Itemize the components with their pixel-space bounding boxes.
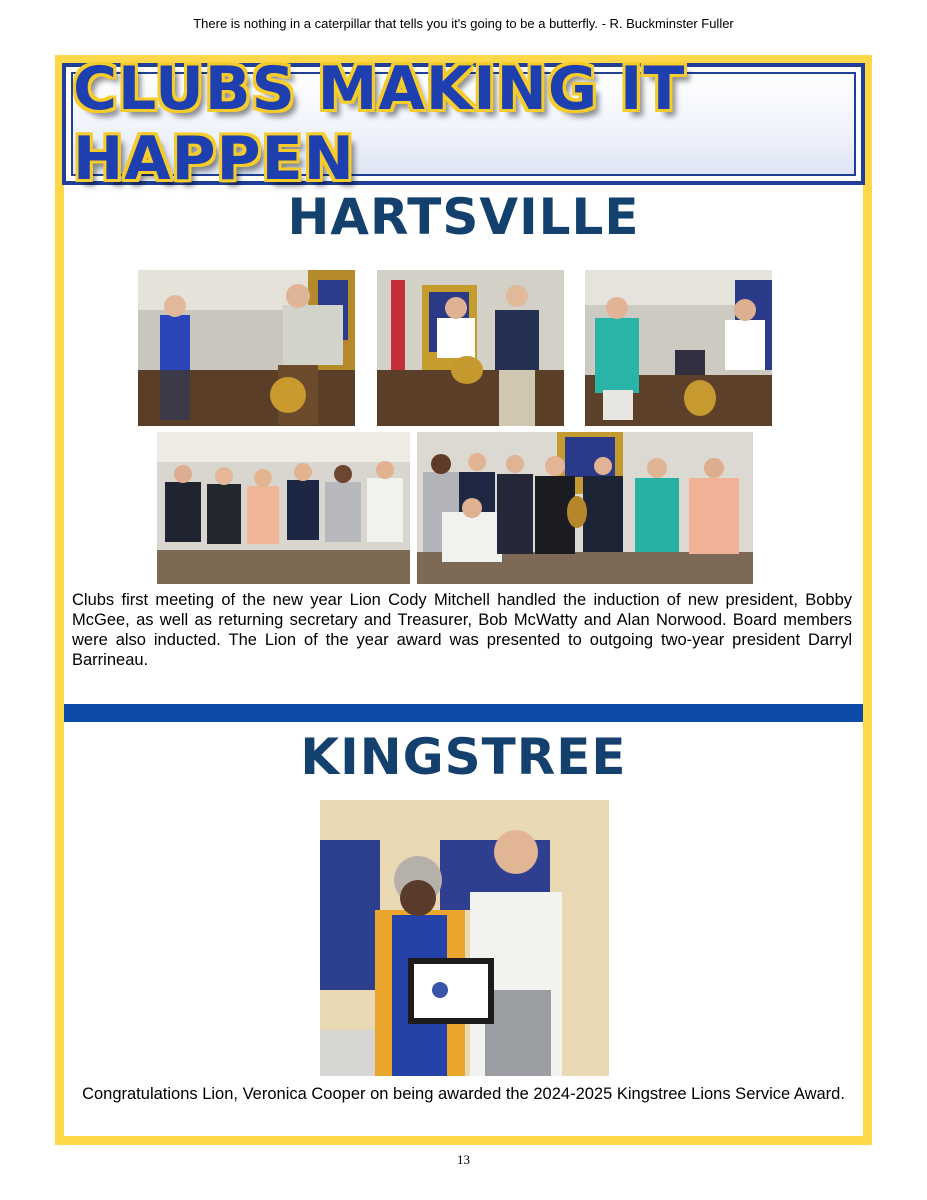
hartsville-photo-1: [138, 270, 355, 426]
page-banner: [62, 54, 865, 194]
page-quote: There is nothing in a caterpillar that tells you it's going to be a butterfly. - R. Buckminster Fuller: [193, 16, 734, 31]
kingstree-photo-1: [320, 800, 609, 1076]
kingstree-title: KINGSTREE: [300, 728, 627, 786]
hartsville-title: HARTSVILLE: [287, 188, 640, 246]
hartsville-photo-5: [417, 432, 753, 584]
kingstree-caption: Congratulations Lion, Veronica Cooper on being awarded the 2024-2025 Kingstree Lions Service Award.: [82, 1085, 845, 1103]
banner-inner: [71, 54, 856, 194]
banner-title: CLUBS MAKING IT HAPPEN: [73, 54, 686, 194]
hartsville-caption: Clubs first meeting of the new year Lion Cody Mitchell handled the induction of new president, Bobby McGee, as well as returning secretary and Treasurer, Bob McWatty and Alan Norwood. Board members were also inducted. The Lion of the year award was presented to outgoing two-year president Darryl Barrineau.: [72, 591, 852, 669]
section-divider: [64, 704, 863, 722]
page-number: 13: [457, 1152, 470, 1167]
hartsville-photo-2: [377, 270, 564, 426]
yellow-page-frame: [55, 55, 872, 1145]
hartsville-photo-3: [585, 270, 772, 426]
content-area: [64, 54, 863, 1136]
hartsville-photo-4: [157, 432, 410, 584]
